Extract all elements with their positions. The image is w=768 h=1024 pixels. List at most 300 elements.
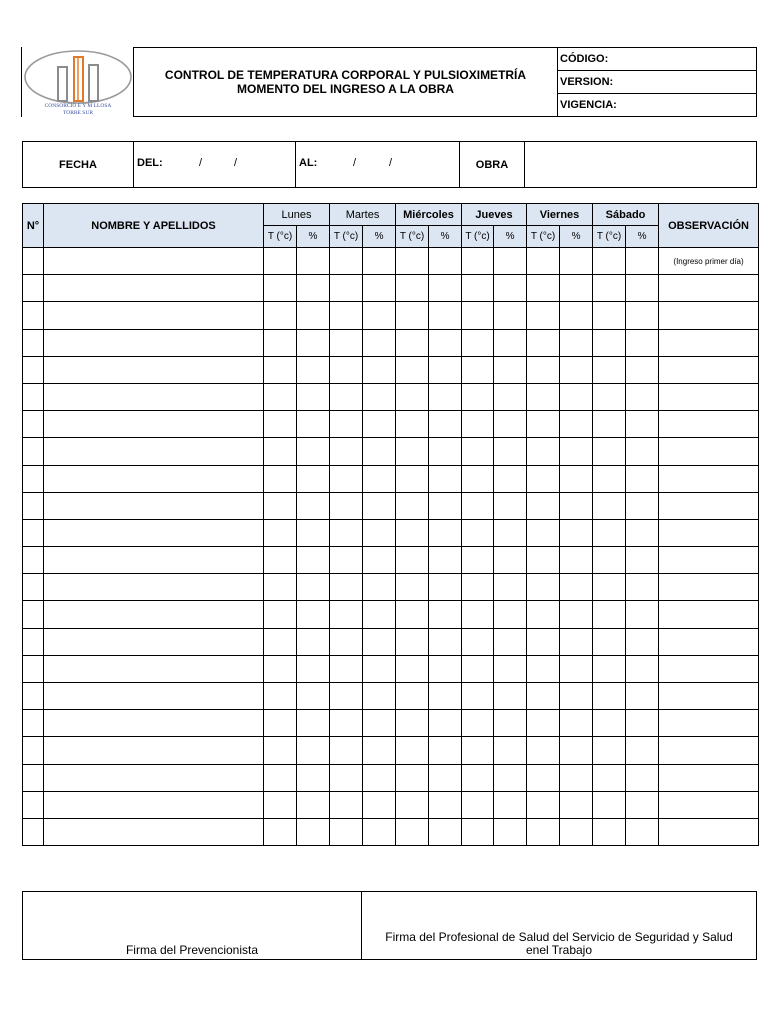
temperature-cell[interactable]	[396, 601, 429, 628]
name-cell[interactable]	[44, 547, 264, 574]
saturation-cell[interactable]	[297, 519, 330, 546]
temperature-cell[interactable]	[462, 710, 494, 737]
temperature-cell[interactable]	[462, 574, 494, 601]
name-cell[interactable]	[44, 519, 264, 546]
temperature-cell[interactable]	[593, 710, 626, 737]
saturation-cell[interactable]	[626, 383, 659, 410]
temperature-cell[interactable]	[593, 628, 626, 655]
saturation-cell[interactable]	[560, 275, 593, 302]
saturation-cell[interactable]	[626, 356, 659, 383]
row-number-cell[interactable]	[23, 655, 44, 682]
saturation-cell[interactable]	[494, 411, 527, 438]
saturation-cell[interactable]	[363, 411, 396, 438]
temperature-cell[interactable]	[462, 547, 494, 574]
saturation-cell[interactable]	[297, 655, 330, 682]
temperature-cell[interactable]	[330, 275, 363, 302]
saturation-cell[interactable]	[363, 356, 396, 383]
temperature-cell[interactable]	[462, 275, 494, 302]
saturation-cell[interactable]	[494, 547, 527, 574]
del-date-field[interactable]	[133, 141, 296, 188]
row-number-cell[interactable]	[23, 302, 44, 329]
saturation-cell[interactable]	[429, 248, 462, 275]
name-cell[interactable]	[44, 818, 264, 845]
saturation-cell[interactable]	[297, 547, 330, 574]
saturation-cell[interactable]	[560, 302, 593, 329]
row-number-cell[interactable]	[23, 601, 44, 628]
row-number-cell[interactable]	[23, 547, 44, 574]
saturation-cell[interactable]	[363, 683, 396, 710]
obra-field[interactable]	[524, 141, 757, 188]
temperature-cell[interactable]	[527, 329, 560, 356]
temperature-cell[interactable]	[462, 683, 494, 710]
temperature-cell[interactable]	[264, 492, 297, 519]
row-number-cell[interactable]	[23, 411, 44, 438]
temperature-cell[interactable]	[264, 329, 297, 356]
saturation-cell[interactable]	[494, 519, 527, 546]
observation-cell[interactable]	[659, 683, 759, 710]
saturation-cell[interactable]	[494, 710, 527, 737]
temperature-cell[interactable]	[462, 519, 494, 546]
name-cell[interactable]	[44, 411, 264, 438]
temperature-cell[interactable]	[593, 329, 626, 356]
name-cell[interactable]	[44, 710, 264, 737]
temperature-cell[interactable]	[527, 655, 560, 682]
temperature-cell[interactable]	[264, 683, 297, 710]
saturation-cell[interactable]	[363, 655, 396, 682]
temperature-cell[interactable]	[264, 818, 297, 845]
temperature-cell[interactable]	[593, 683, 626, 710]
temperature-cell[interactable]	[330, 356, 363, 383]
temperature-cell[interactable]	[396, 302, 429, 329]
temperature-cell[interactable]	[593, 465, 626, 492]
temperature-cell[interactable]	[527, 519, 560, 546]
temperature-cell[interactable]	[527, 791, 560, 818]
temperature-cell[interactable]	[593, 356, 626, 383]
temperature-cell[interactable]	[593, 275, 626, 302]
observation-cell[interactable]	[659, 275, 759, 302]
saturation-cell[interactable]	[363, 438, 396, 465]
saturation-cell[interactable]	[363, 574, 396, 601]
observation-cell[interactable]	[659, 655, 759, 682]
row-number-cell[interactable]	[23, 818, 44, 845]
saturation-cell[interactable]	[429, 574, 462, 601]
saturation-cell[interactable]	[429, 329, 462, 356]
temperature-cell[interactable]	[527, 601, 560, 628]
saturation-cell[interactable]	[429, 818, 462, 845]
name-cell[interactable]	[44, 628, 264, 655]
temperature-cell[interactable]	[330, 547, 363, 574]
codigo-field[interactable]	[557, 47, 757, 71]
temperature-cell[interactable]	[462, 302, 494, 329]
saturation-cell[interactable]	[626, 710, 659, 737]
temperature-cell[interactable]	[593, 411, 626, 438]
saturation-cell[interactable]	[626, 737, 659, 764]
vigencia-field[interactable]	[557, 93, 757, 117]
temperature-cell[interactable]	[264, 465, 297, 492]
saturation-cell[interactable]	[429, 438, 462, 465]
version-field[interactable]	[557, 70, 757, 94]
row-number-cell[interactable]	[23, 492, 44, 519]
saturation-cell[interactable]	[297, 574, 330, 601]
temperature-cell[interactable]	[462, 438, 494, 465]
saturation-cell[interactable]	[494, 383, 527, 410]
saturation-cell[interactable]	[494, 248, 527, 275]
temperature-cell[interactable]	[527, 248, 560, 275]
saturation-cell[interactable]	[626, 791, 659, 818]
saturation-cell[interactable]	[363, 492, 396, 519]
name-cell[interactable]	[44, 438, 264, 465]
saturation-cell[interactable]	[626, 465, 659, 492]
temperature-cell[interactable]	[264, 302, 297, 329]
temperature-cell[interactable]	[330, 628, 363, 655]
temperature-cell[interactable]	[527, 438, 560, 465]
saturation-cell[interactable]	[626, 547, 659, 574]
observation-cell[interactable]	[659, 601, 759, 628]
saturation-cell[interactable]	[297, 383, 330, 410]
temperature-cell[interactable]	[396, 411, 429, 438]
temperature-cell[interactable]	[330, 383, 363, 410]
saturation-cell[interactable]	[560, 438, 593, 465]
saturation-cell[interactable]	[297, 710, 330, 737]
saturation-cell[interactable]	[626, 683, 659, 710]
observation-cell[interactable]	[659, 574, 759, 601]
saturation-cell[interactable]	[560, 764, 593, 791]
al-date-field[interactable]	[295, 141, 460, 188]
name-cell[interactable]	[44, 601, 264, 628]
name-cell[interactable]	[44, 655, 264, 682]
saturation-cell[interactable]	[560, 574, 593, 601]
name-cell[interactable]	[44, 383, 264, 410]
name-cell[interactable]	[44, 683, 264, 710]
saturation-cell[interactable]	[626, 492, 659, 519]
name-cell[interactable]	[44, 275, 264, 302]
saturation-cell[interactable]	[626, 248, 659, 275]
saturation-cell[interactable]	[429, 356, 462, 383]
saturation-cell[interactable]	[363, 764, 396, 791]
name-cell[interactable]	[44, 302, 264, 329]
name-cell[interactable]	[44, 492, 264, 519]
name-cell[interactable]	[44, 574, 264, 601]
row-number-cell[interactable]	[23, 248, 44, 275]
temperature-cell[interactable]	[462, 465, 494, 492]
saturation-cell[interactable]	[494, 275, 527, 302]
temperature-cell[interactable]	[396, 356, 429, 383]
saturation-cell[interactable]	[429, 791, 462, 818]
temperature-cell[interactable]	[462, 329, 494, 356]
temperature-cell[interactable]	[396, 574, 429, 601]
temperature-cell[interactable]	[527, 628, 560, 655]
saturation-cell[interactable]	[297, 764, 330, 791]
saturation-cell[interactable]	[560, 737, 593, 764]
saturation-cell[interactable]	[626, 519, 659, 546]
saturation-cell[interactable]	[297, 791, 330, 818]
temperature-cell[interactable]	[330, 710, 363, 737]
name-cell[interactable]	[44, 329, 264, 356]
temperature-cell[interactable]	[396, 764, 429, 791]
temperature-cell[interactable]	[593, 601, 626, 628]
row-number-cell[interactable]	[23, 465, 44, 492]
temperature-cell[interactable]	[264, 438, 297, 465]
saturation-cell[interactable]	[494, 737, 527, 764]
temperature-cell[interactable]	[396, 519, 429, 546]
saturation-cell[interactable]	[297, 818, 330, 845]
observation-cell[interactable]	[659, 710, 759, 737]
saturation-cell[interactable]	[560, 411, 593, 438]
temperature-cell[interactable]	[593, 764, 626, 791]
saturation-cell[interactable]	[626, 628, 659, 655]
saturation-cell[interactable]	[297, 492, 330, 519]
temperature-cell[interactable]	[527, 275, 560, 302]
row-number-cell[interactable]	[23, 628, 44, 655]
temperature-cell[interactable]	[527, 411, 560, 438]
observation-cell[interactable]	[659, 737, 759, 764]
observation-cell[interactable]	[659, 329, 759, 356]
saturation-cell[interactable]	[560, 519, 593, 546]
observation-cell[interactable]	[659, 302, 759, 329]
temperature-cell[interactable]	[396, 818, 429, 845]
saturation-cell[interactable]	[494, 302, 527, 329]
temperature-cell[interactable]	[462, 737, 494, 764]
row-number-cell[interactable]	[23, 710, 44, 737]
saturation-cell[interactable]	[626, 329, 659, 356]
temperature-cell[interactable]	[330, 655, 363, 682]
temperature-cell[interactable]	[462, 791, 494, 818]
observation-cell[interactable]	[659, 764, 759, 791]
temperature-cell[interactable]	[264, 628, 297, 655]
temperature-cell[interactable]	[396, 275, 429, 302]
saturation-cell[interactable]	[429, 764, 462, 791]
temperature-cell[interactable]	[330, 683, 363, 710]
temperature-cell[interactable]	[396, 655, 429, 682]
saturation-cell[interactable]	[297, 465, 330, 492]
temperature-cell[interactable]	[330, 818, 363, 845]
saturation-cell[interactable]	[560, 683, 593, 710]
temperature-cell[interactable]	[527, 492, 560, 519]
temperature-cell[interactable]	[527, 737, 560, 764]
saturation-cell[interactable]	[626, 764, 659, 791]
saturation-cell[interactable]	[494, 683, 527, 710]
saturation-cell[interactable]	[494, 655, 527, 682]
name-cell[interactable]	[44, 465, 264, 492]
observation-cell[interactable]	[659, 411, 759, 438]
temperature-cell[interactable]	[330, 329, 363, 356]
saturation-cell[interactable]	[560, 329, 593, 356]
temperature-cell[interactable]	[527, 710, 560, 737]
temperature-cell[interactable]	[527, 547, 560, 574]
temperature-cell[interactable]	[330, 764, 363, 791]
temperature-cell[interactable]	[462, 601, 494, 628]
temperature-cell[interactable]	[527, 356, 560, 383]
saturation-cell[interactable]	[297, 248, 330, 275]
temperature-cell[interactable]	[593, 519, 626, 546]
temperature-cell[interactable]	[462, 411, 494, 438]
saturation-cell[interactable]	[363, 465, 396, 492]
saturation-cell[interactable]	[429, 601, 462, 628]
saturation-cell[interactable]	[626, 275, 659, 302]
saturation-cell[interactable]	[560, 710, 593, 737]
row-number-cell[interactable]	[23, 356, 44, 383]
saturation-cell[interactable]	[494, 329, 527, 356]
row-number-cell[interactable]	[23, 764, 44, 791]
temperature-cell[interactable]	[396, 628, 429, 655]
temperature-cell[interactable]	[462, 356, 494, 383]
temperature-cell[interactable]	[264, 275, 297, 302]
temperature-cell[interactable]	[264, 519, 297, 546]
saturation-cell[interactable]	[363, 601, 396, 628]
saturation-cell[interactable]	[429, 710, 462, 737]
saturation-cell[interactable]	[429, 411, 462, 438]
temperature-cell[interactable]	[264, 655, 297, 682]
saturation-cell[interactable]	[560, 383, 593, 410]
temperature-cell[interactable]	[264, 710, 297, 737]
temperature-cell[interactable]	[396, 438, 429, 465]
temperature-cell[interactable]	[593, 492, 626, 519]
row-number-cell[interactable]	[23, 737, 44, 764]
saturation-cell[interactable]	[429, 383, 462, 410]
temperature-cell[interactable]	[264, 764, 297, 791]
saturation-cell[interactable]	[363, 383, 396, 410]
observation-cell[interactable]	[659, 383, 759, 410]
saturation-cell[interactable]	[560, 818, 593, 845]
saturation-cell[interactable]	[429, 683, 462, 710]
temperature-cell[interactable]	[462, 818, 494, 845]
saturation-cell[interactable]	[494, 356, 527, 383]
saturation-cell[interactable]	[429, 275, 462, 302]
temperature-cell[interactable]	[396, 248, 429, 275]
saturation-cell[interactable]	[626, 438, 659, 465]
temperature-cell[interactable]	[396, 329, 429, 356]
saturation-cell[interactable]	[494, 764, 527, 791]
temperature-cell[interactable]	[396, 683, 429, 710]
row-number-cell[interactable]	[23, 329, 44, 356]
temperature-cell[interactable]	[462, 492, 494, 519]
saturation-cell[interactable]	[363, 248, 396, 275]
temperature-cell[interactable]	[462, 655, 494, 682]
temperature-cell[interactable]	[330, 248, 363, 275]
saturation-cell[interactable]	[626, 818, 659, 845]
saturation-cell[interactable]	[494, 628, 527, 655]
saturation-cell[interactable]	[429, 465, 462, 492]
temperature-cell[interactable]	[264, 411, 297, 438]
row-number-cell[interactable]	[23, 383, 44, 410]
saturation-cell[interactable]	[429, 302, 462, 329]
saturation-cell[interactable]	[560, 791, 593, 818]
health-professional-signature-box[interactable]	[361, 891, 757, 960]
row-number-cell[interactable]	[23, 683, 44, 710]
temperature-cell[interactable]	[264, 574, 297, 601]
saturation-cell[interactable]	[429, 655, 462, 682]
saturation-cell[interactable]	[560, 655, 593, 682]
temperature-cell[interactable]	[396, 737, 429, 764]
saturation-cell[interactable]	[363, 710, 396, 737]
saturation-cell[interactable]	[494, 438, 527, 465]
saturation-cell[interactable]	[626, 574, 659, 601]
temperature-cell[interactable]	[396, 383, 429, 410]
observation-cell[interactable]	[659, 465, 759, 492]
saturation-cell[interactable]	[297, 302, 330, 329]
row-number-cell[interactable]	[23, 519, 44, 546]
temperature-cell[interactable]	[396, 710, 429, 737]
saturation-cell[interactable]	[297, 438, 330, 465]
temperature-cell[interactable]	[593, 574, 626, 601]
saturation-cell[interactable]	[494, 465, 527, 492]
observation-cell[interactable]	[659, 356, 759, 383]
saturation-cell[interactable]	[297, 628, 330, 655]
temperature-cell[interactable]	[330, 302, 363, 329]
saturation-cell[interactable]	[429, 547, 462, 574]
name-cell[interactable]	[44, 356, 264, 383]
saturation-cell[interactable]	[560, 465, 593, 492]
temperature-cell[interactable]	[593, 655, 626, 682]
saturation-cell[interactable]	[297, 737, 330, 764]
temperature-cell[interactable]	[527, 465, 560, 492]
saturation-cell[interactable]	[297, 356, 330, 383]
saturation-cell[interactable]	[560, 492, 593, 519]
observation-cell[interactable]	[659, 492, 759, 519]
saturation-cell[interactable]	[297, 329, 330, 356]
temperature-cell[interactable]	[396, 465, 429, 492]
saturation-cell[interactable]	[494, 601, 527, 628]
temperature-cell[interactable]	[593, 302, 626, 329]
temperature-cell[interactable]	[264, 356, 297, 383]
temperature-cell[interactable]	[462, 383, 494, 410]
temperature-cell[interactable]	[330, 438, 363, 465]
name-cell[interactable]	[44, 764, 264, 791]
temperature-cell[interactable]	[330, 574, 363, 601]
saturation-cell[interactable]	[626, 601, 659, 628]
temperature-cell[interactable]	[330, 411, 363, 438]
temperature-cell[interactable]	[330, 601, 363, 628]
temperature-cell[interactable]	[330, 465, 363, 492]
saturation-cell[interactable]	[626, 411, 659, 438]
temperature-cell[interactable]	[593, 791, 626, 818]
temperature-cell[interactable]	[396, 492, 429, 519]
observation-cell[interactable]: (Ingreso primer día)	[659, 248, 759, 275]
saturation-cell[interactable]	[494, 492, 527, 519]
temperature-cell[interactable]	[264, 383, 297, 410]
saturation-cell[interactable]	[363, 791, 396, 818]
saturation-cell[interactable]	[560, 547, 593, 574]
row-number-cell[interactable]	[23, 791, 44, 818]
saturation-cell[interactable]	[297, 601, 330, 628]
temperature-cell[interactable]	[264, 791, 297, 818]
saturation-cell[interactable]	[297, 683, 330, 710]
temperature-cell[interactable]	[264, 248, 297, 275]
temperature-cell[interactable]	[527, 383, 560, 410]
saturation-cell[interactable]	[626, 655, 659, 682]
prevencionista-signature-box[interactable]	[22, 891, 362, 960]
temperature-cell[interactable]	[330, 737, 363, 764]
saturation-cell[interactable]	[560, 628, 593, 655]
saturation-cell[interactable]	[429, 492, 462, 519]
saturation-cell[interactable]	[363, 818, 396, 845]
temperature-cell[interactable]	[396, 791, 429, 818]
saturation-cell[interactable]	[363, 547, 396, 574]
name-cell[interactable]	[44, 791, 264, 818]
temperature-cell[interactable]	[264, 547, 297, 574]
saturation-cell[interactable]	[363, 275, 396, 302]
temperature-cell[interactable]	[527, 818, 560, 845]
saturation-cell[interactable]	[560, 356, 593, 383]
observation-cell[interactable]	[659, 547, 759, 574]
temperature-cell[interactable]	[593, 248, 626, 275]
observation-cell[interactable]	[659, 628, 759, 655]
temperature-cell[interactable]	[264, 737, 297, 764]
temperature-cell[interactable]	[527, 574, 560, 601]
temperature-cell[interactable]	[330, 791, 363, 818]
saturation-cell[interactable]	[429, 737, 462, 764]
saturation-cell[interactable]	[297, 275, 330, 302]
